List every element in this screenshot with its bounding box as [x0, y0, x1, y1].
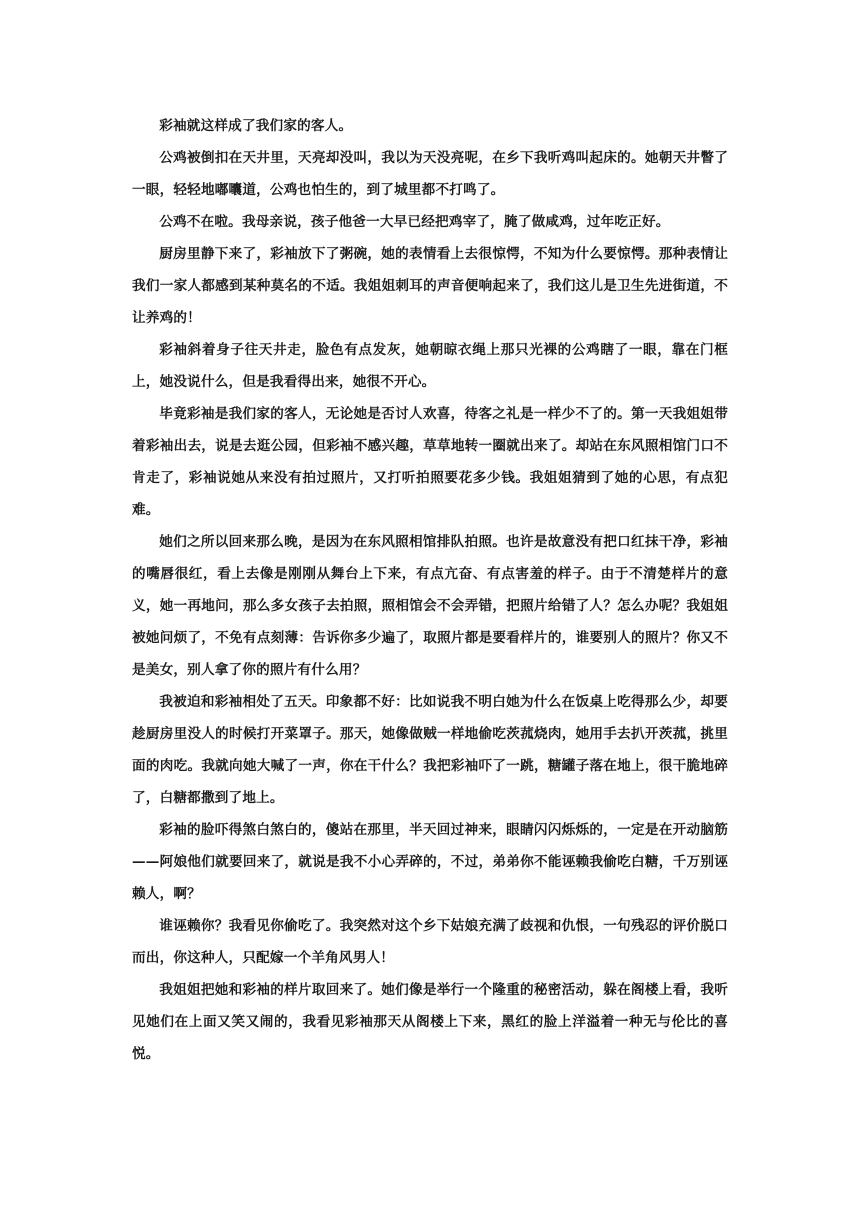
paragraph: 彩袖的脸吓得煞白煞白的，傻站在那里，半天回过神来，眼睛闪闪烁烁的，一定是在开动脑筋——阿娘他们就要回来了，就说是我不小心弄碎的，不过，弟弟你不能诬赖我偷吃白糖，千万别诬赖人，啊？	[132, 822, 728, 902]
paragraph: 公鸡不在啦。我母亲说，孩子他爸一大早已经把鸡宰了，腌了做咸鸡，过年吃正好。	[159, 214, 670, 230]
document-body	[132, 110, 728, 1070]
paragraph: 公鸡被倒扣在天井里，天亮却没叫，我以为天没亮呢，在乡下我听鸡叫起床的。她朝天井瞥了一眼，轻轻地嘟囔道，公鸡也怕生的，到了城里都不打鸣了。	[132, 150, 728, 198]
paragraph: 厨房里静下来了，彩袖放下了粥碗，她的表情看上去很惊愕，不知为什么要惊愕。那种表情让我们一家人都感到某种莫名的不适。我姐姐刺耳的声音便响起来了，我们这儿是卫生先进街道，不让养鸡的！	[132, 246, 728, 326]
paragraph: 彩袖斜着身子往天井走，脸色有点发灰，她朝晾衣绳上那只光裸的公鸡瞎了一眼，靠在门框上，她没说什么，但是我看得出来，她很不开心。	[132, 342, 728, 390]
paragraph: 彩袖就这样成了我们家的客人。	[159, 118, 353, 134]
paragraph: 谁诬赖你？我看见你偷吃了。我突然对这个乡下姑娘充满了歧视和仇恨，一句残忍的评价脱口而出，你这种人，只配嫁一个羊角风男人！	[132, 918, 728, 966]
paragraph: 我姐姐把她和彩袖的样片取回来了。她们像是举行一个隆重的秘密活动，躲在阁楼上看，我听见她们在上面又笑又闹的，我看见彩袖那天从阁楼上下来，黑红的脸上洋溢着一种无与伦比的喜悦。	[132, 982, 728, 1062]
paragraph: 我被迫和彩袖相处了五天。印象都不好：比如说我不明白她为什么在饭桌上吃得那么少，却要趁厨房里没人的时候打开菜罩子。那天，她像做贼一样地偷吃茨菰烧肉，她用手去扒开茨菰，挑里面的肉吃。我就向她大喊了一声，你在干什么？我把彩袖吓了一跳，糖罐子落在地上，很干脆地碎了，白糖都撒到了地上。	[132, 694, 728, 806]
paragraph: 她们之所以回来那么晚，是因为在东风照相馆排队拍照。也许是故意没有把口红抹干净，彩袖的嘴唇很红，看上去像是刚刚从舞台上下来，有点亢奋、有点害羞的样子。由于不清楚样片的意义，她一再地问，那么多女孩子去拍照，照相馆会不会弄错，把照片给错了人？怎么办呢？我姐姐被她问烦了，不免有点刻薄：告诉你多少遍了，取照片都是要看样片的，谁要别人的照片？你又不是美女，别人拿了你的照片有什么用？	[132, 534, 728, 678]
paragraph: 毕竟彩袖是我们家的客人，无论她是否讨人欢喜，待客之礼是一样少不了的。第一天我姐姐带着彩袖出去，说是去逛公园，但彩袖不感兴趣，草草地转一圈就出来了。却站在东风照相馆门口不肯走了，彩袖说她从来没有拍过照片，又打听拍照要花多少钱。我姐姐猜到了她的心思，有点犯难。	[132, 406, 728, 518]
